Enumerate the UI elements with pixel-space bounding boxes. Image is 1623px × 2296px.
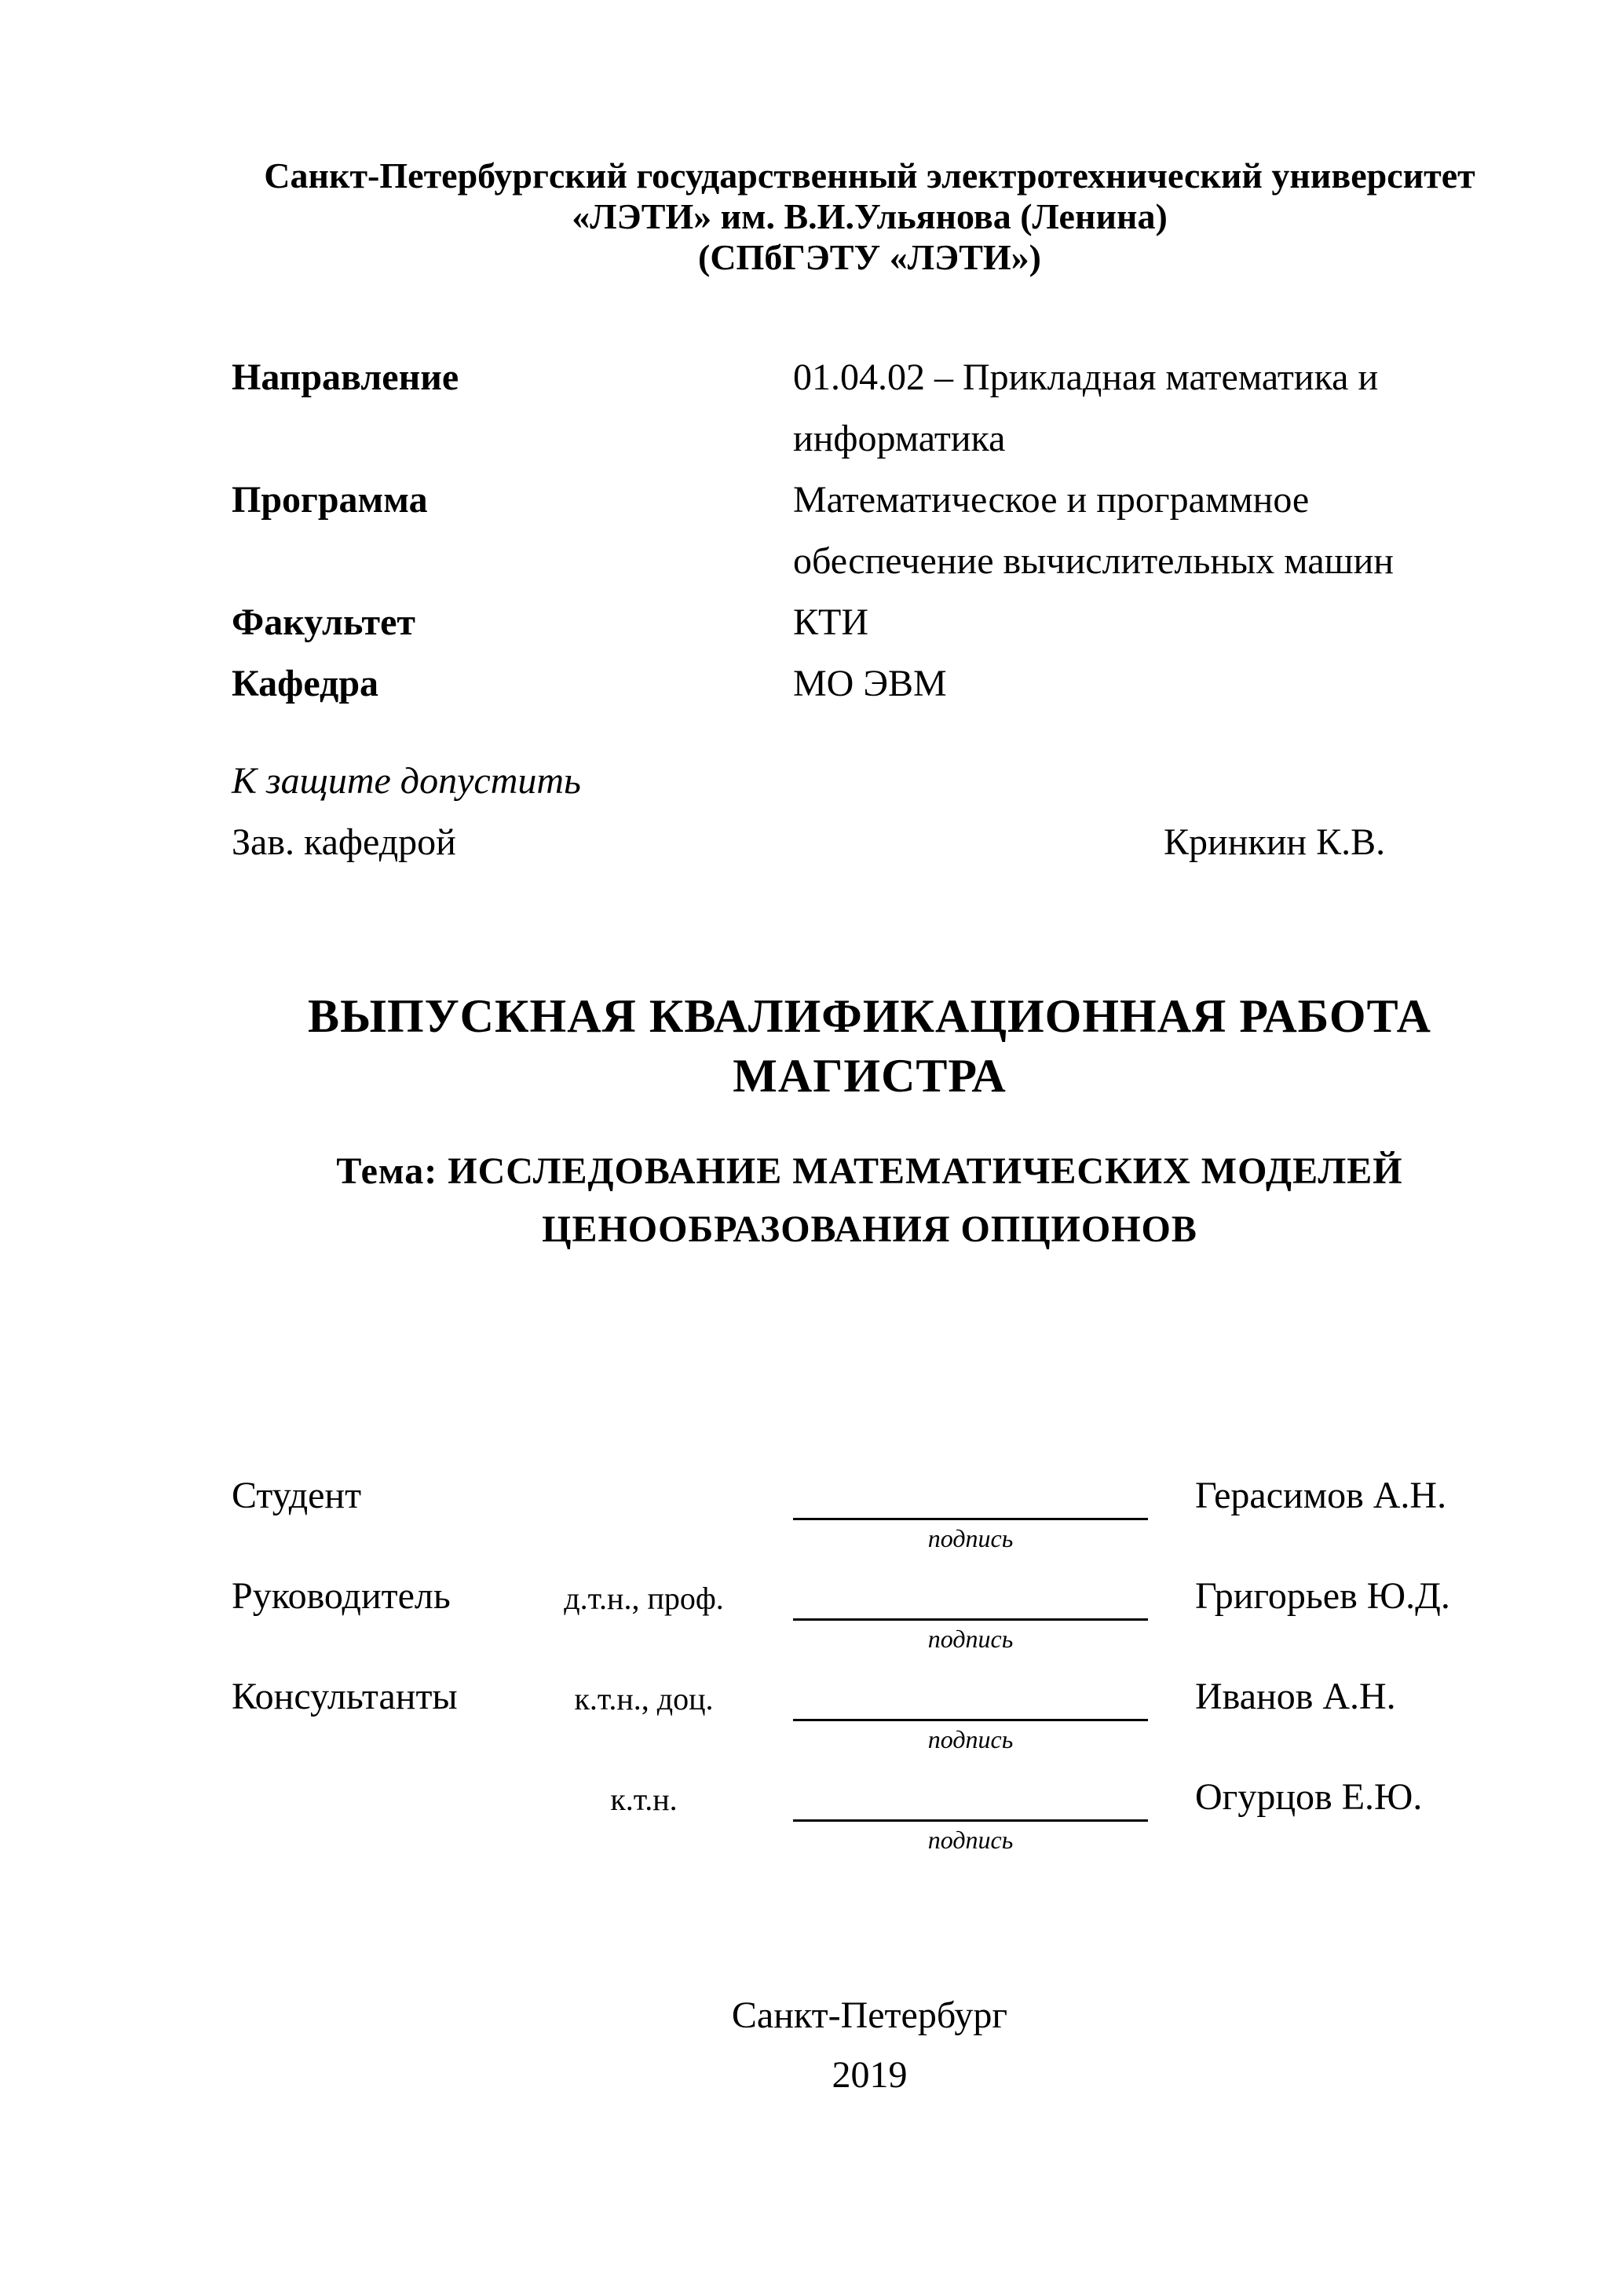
approver-role: Зав. кафедрой (232, 821, 456, 863)
signature-degree: к.т.н. (610, 1782, 678, 1817)
footer-city: Санкт-Петербург (731, 1994, 1008, 2036)
signature-name: Григорьев Ю.Д. (1195, 1575, 1450, 1617)
signature-degree: к.т.н., доц. (574, 1681, 714, 1717)
program-fields (232, 347, 1508, 715)
signature-caption: подпись (927, 1725, 1014, 1753)
signature-line (793, 1518, 1148, 1520)
signature-name: Герасимов А.Н. (1195, 1475, 1447, 1516)
field-row-department (232, 653, 1508, 715)
university-abbreviation-line: (СПбГЭТУ «ЛЭТИ») (698, 237, 1041, 277)
field-value: 01.04.02 – Прикладная математика и информатика (793, 356, 1379, 459)
approver-name: Кринкин К.В. (1164, 821, 1386, 863)
field-row-faculty (232, 592, 1508, 653)
university-name-line: Санкт-Петербургский государственный электротехнический университет (264, 155, 1475, 196)
theme-title (232, 1143, 1508, 1259)
signature-caption: подпись (927, 1625, 1014, 1653)
field-value: Математическое и программное обеспечение вычислительных машин (793, 479, 1394, 582)
admission-approver-row (232, 812, 1508, 873)
admission-block (232, 751, 1508, 873)
signature-name: Иванов А.Н. (1195, 1676, 1396, 1717)
university-header (232, 155, 1508, 278)
signature-role: Студент (232, 1475, 362, 1516)
field-row-program (232, 470, 1508, 592)
field-label: Программа (232, 479, 428, 521)
work-title-line: ВЫПУСКНАЯ КВАЛИФИКАЦИОННАЯ РАБОТА (308, 990, 1431, 1042)
university-name-line: «ЛЭТИ» им. В.И.Ульянова (Ленина) (572, 196, 1168, 236)
field-label: Факультет (232, 601, 415, 643)
signature-name: Огурцов Е.Ю. (1195, 1776, 1423, 1818)
admission-note: К защите допустить (232, 760, 581, 802)
footer-year: 2019 (832, 2054, 908, 2096)
work-title (232, 986, 1508, 1106)
signature-row-student (232, 1472, 1508, 1573)
signature-degree: д.т.н., проф. (564, 1581, 724, 1616)
field-value: МО ЭВМ (793, 663, 947, 704)
signature-line (793, 1618, 1148, 1621)
theme-title-line: Тема: ИССЛЕДОВАНИЕ МАТЕМАТИЧЕСКИХ МОДЕЛЕЙ (336, 1150, 1403, 1192)
signature-line (793, 1719, 1148, 1721)
field-label: Направление (232, 356, 459, 398)
signature-role: Руководитель (232, 1575, 451, 1617)
signature-role: Консультанты (232, 1676, 458, 1717)
signature-caption: подпись (927, 1524, 1014, 1552)
signature-caption: подпись (927, 1826, 1014, 1854)
theme-title-line: ЦЕНООБРАЗОВАНИЯ ОПЦИОНОВ (542, 1208, 1197, 1250)
field-label: Кафедра (232, 663, 379, 704)
signature-line (793, 1819, 1148, 1822)
field-row-direction (232, 347, 1508, 470)
field-value: КТИ (793, 601, 868, 643)
signature-row-supervisor (232, 1573, 1508, 1673)
signature-row-consultant-2 (232, 1774, 1508, 1874)
signature-row-consultant-1 (232, 1673, 1508, 1774)
work-title-line: МАГИСТРА (733, 1050, 1007, 1102)
